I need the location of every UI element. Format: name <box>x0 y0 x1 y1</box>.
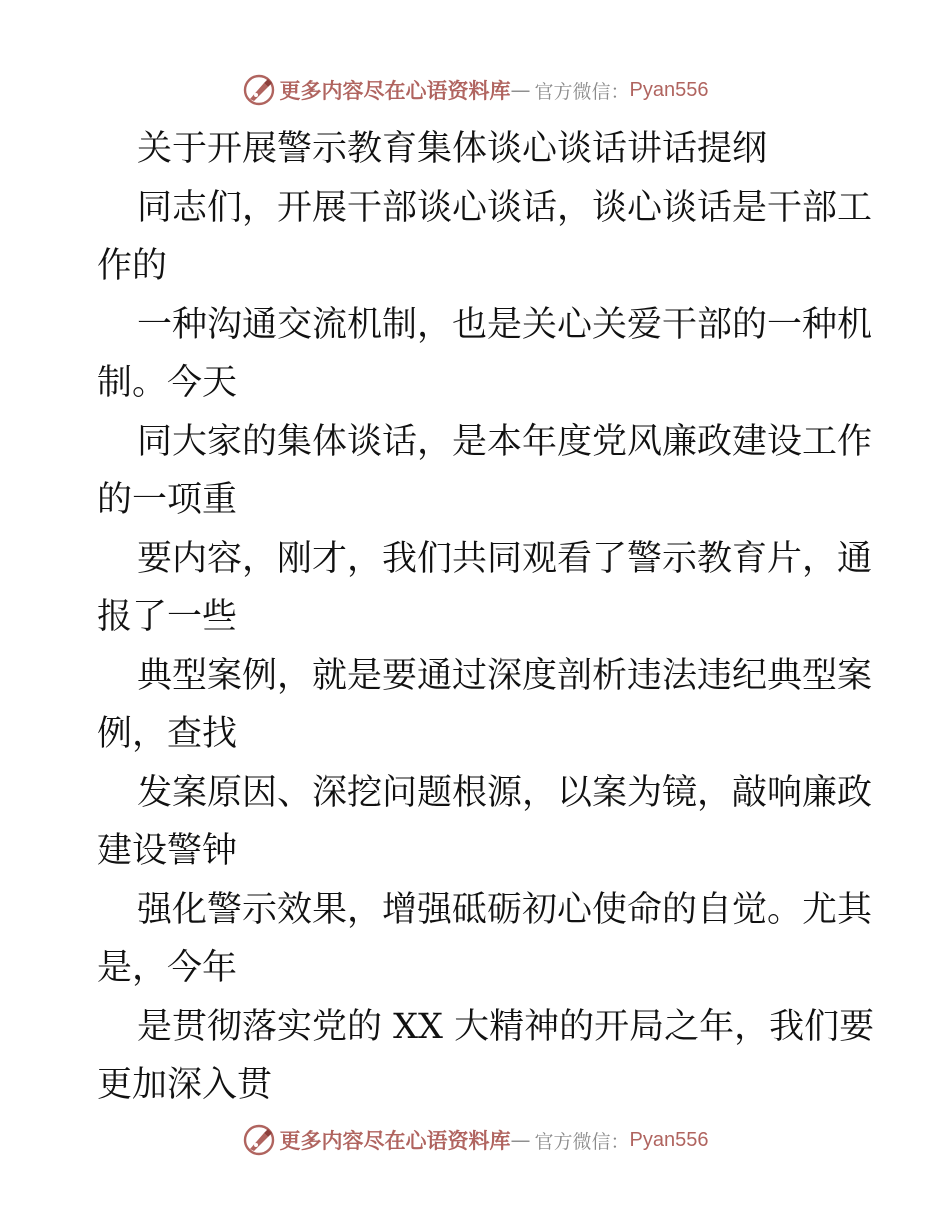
paragraph-line: 建设警钟 <box>97 831 238 871</box>
watermark-wechat-id: Pyan556 <box>629 78 709 101</box>
pen-nib-logo-icon <box>242 1123 276 1157</box>
footer-watermark-banner <box>0 1120 950 1160</box>
watermark-wechat-label: 官方微信： <box>534 1130 630 1153</box>
paragraph-line: 同大家的集体谈话，是本年度党风廉政建设工作 <box>137 421 873 462</box>
paragraph-line: 发案原因、深挖问题根源，以案为镜，敲响廉政 <box>137 772 873 813</box>
paragraph-line: 例，查找 <box>97 714 238 754</box>
paragraph-line: 的一项重 <box>97 480 238 520</box>
document-body <box>97 120 875 1115</box>
paragraph-line: 要内容，刚才，我们共同观看了警示教育片，通 <box>137 538 873 579</box>
paragraph-line: 更加深入贯 <box>97 1065 273 1105</box>
paragraph-line: 作的 <box>97 246 168 286</box>
paragraph-line: 同志们，开展干部谈心谈话，谈心谈话是干部工 <box>137 187 873 228</box>
watermark-brand-text: 更多内容尽在心语资料库 <box>279 78 511 103</box>
watermark-wechat-label: 官方微信： <box>534 80 630 103</box>
watermark-separator: — <box>510 1128 531 1152</box>
paragraph-line: 是贯彻落实党的 XX 大精神的开局之年，我们要 <box>137 1006 875 1047</box>
pen-nib-logo-icon <box>242 73 276 107</box>
paragraph-line: 是，今年 <box>97 948 238 988</box>
paragraph-line: 强化警示效果，增强砥砺初心使命的自觉。尤其 <box>137 889 873 930</box>
paragraph-line: 典型案例，就是要通过深度剖析违法违纪典型案 <box>137 655 873 696</box>
paragraph-line: 制。今天 <box>97 363 238 403</box>
header-watermark-banner <box>0 70 950 110</box>
paragraph-line: 一种沟通交流机制，也是关心关爱干部的一种机 <box>137 304 873 345</box>
paragraph-line: 报了一些 <box>97 597 238 637</box>
watermark-brand-text: 更多内容尽在心语资料库 <box>279 1128 511 1153</box>
watermark-wechat-id: Pyan556 <box>629 1128 709 1151</box>
document-title: 关于开展警示教育集体谈心谈话讲话提纲 <box>137 129 768 169</box>
watermark-separator: — <box>510 78 531 102</box>
